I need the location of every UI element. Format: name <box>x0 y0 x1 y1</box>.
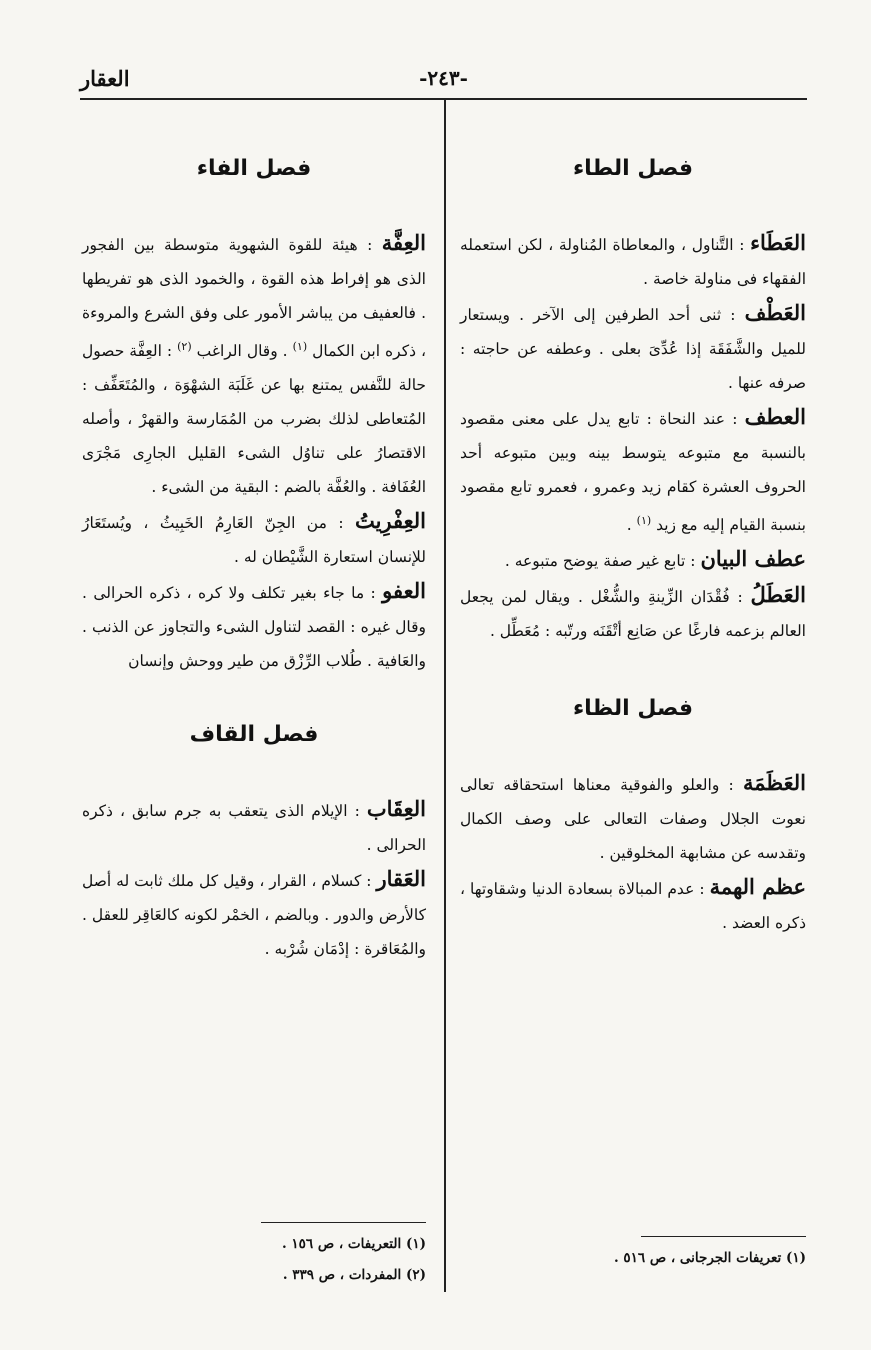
entry <box>82 862 426 966</box>
entry <box>460 400 806 542</box>
footnote-marker: (١) <box>292 340 308 353</box>
left-column <box>82 150 426 966</box>
headword: العفو <box>382 578 426 604</box>
entry-text: : كسلام ، القرار ، وقيل كل ملك ثابت له أصل كالأرض والدور . وبالضم ، الخمْر لكونه كالعَاقِر للعقل . والمُعَاقرة : إدْمَان شُرْبه . <box>82 872 426 959</box>
headword: العِفَّة <box>381 230 426 255</box>
entry-text: : عدم المبالاة بسعادة الدنيا وشقاوتها ، ذكره العضد . <box>460 880 806 933</box>
section-title: فصل الفاء <box>196 156 312 181</box>
entry-text: : ثنى أحد الطرفين إلى الآخر . ويستعار للميل والشَّفَقَة إذا عُدِّىَ بعلى . وعطفه عن حاجته : صرفه عنها . <box>460 306 806 392</box>
entry-text: : الإيلام الذى يتعقب به جرم سابق ، ذكره الحرالى . <box>82 802 426 855</box>
entry-text: : من الجِنّ العَارِمُ الخَبِيثُ ، ويُستَعَارُ للإنسان استعارة الشَّيْطان له . <box>82 514 426 567</box>
footnote: (١) تعريفات الجرجانى ، ص ٥١٦ . <box>613 1250 806 1266</box>
headword: عظم الهمة <box>709 874 806 900</box>
entry <box>460 578 806 648</box>
footnote: (٢) المفردات ، ص ٣٣٩ . <box>282 1267 426 1283</box>
section-title: فصل القاف <box>189 722 319 748</box>
entry <box>82 792 426 862</box>
entry-text: : والعلو والفوقية معناها استحقاقه تعالى نعوت الجلال وصفات التعالى على وصف الكمال وتقدسه عن مشابهة المخلوقين . <box>460 776 806 863</box>
right-column <box>460 150 806 940</box>
footnote-marker: (١) <box>636 514 652 527</box>
headword: العَطَاء <box>750 230 806 255</box>
entry <box>82 504 426 574</box>
column-divider <box>444 100 446 1292</box>
headword: العَقار <box>376 866 426 892</box>
entry-text: : فُقْدَان الزِّينةِ والشُّغْل . ويقال لمن يجعل العالم بزعمه فارغًا عن صَانِع أتْقَنَه ورتّبه : مُعَطِّل . <box>460 588 806 641</box>
headword: عطف البيان <box>700 546 806 572</box>
entry-text: : التَّناول ، والمعاطاة المُناولة ، لكن استعمله الفقهاء فى مناولة خاصة . <box>460 236 806 288</box>
running-head: العقار <box>80 66 130 91</box>
entry-text: : هيئة للقوة الشهوية متوسطة بين الفجور الذى هو إفراط هذه القوة ، والخمود الذى هو تفريطها . فالعفيف من يباشر الأمور على وفق الشرع والمروءة ، ذكره ابن الكمال <box>82 236 426 361</box>
footnote-rule <box>641 1236 806 1237</box>
footnote: (١) التعريفات ، ص ١٥٦ . <box>281 1236 426 1252</box>
section-title: فصل الظاء <box>572 696 694 722</box>
entry <box>460 542 806 578</box>
page-header <box>80 66 807 100</box>
headword: العطف <box>744 404 806 429</box>
footnotes-left <box>250 1222 426 1291</box>
section-title: فصل الطاء <box>572 156 694 181</box>
entry-text: . <box>626 516 637 535</box>
headword: العَظَمَة <box>743 770 806 796</box>
footnote-marker: (٢) <box>177 340 192 353</box>
entry <box>82 226 426 504</box>
headword: العِقَاب <box>366 796 426 822</box>
entry-text: : العِفَّة حصول حالة للنَّفس يمتنع بها عن غَلَبَة الشهْوَة ، والمُتَعَفِّف : المُتعاطى لذلك بضرب من المُمَارسة والقهرْ ، وأصله الاقتصارُ على تناوُل الشىء القليل الجارِى مَجْرَى العُفَافة . والعُفَّة بالضم : البقية من الشىء . <box>82 342 426 497</box>
entry-text: : عند النحاة : تابع يدل على معنى مقصود بالنسبة مع متبوعه يتوسط بينه وبين متبوعه أحد الحروف العشرة كقام زيد وعمرو ، فعمرو تابع مقصود بنسبة القيام إليه مع زيد <box>460 410 806 535</box>
entry <box>82 574 426 678</box>
entry <box>460 226 806 296</box>
headword: العَطْف <box>744 300 806 325</box>
headword: العِفْرِيتُ <box>354 508 426 534</box>
entry-text: : تابع غير صفة يوضح متبوعه . <box>504 552 701 571</box>
footnotes-right <box>560 1236 806 1274</box>
headword: العَطَلُ <box>750 582 806 608</box>
entry <box>460 870 806 940</box>
entry-text: . وقال الراغب <box>196 342 293 361</box>
page-number: -٢٤٣- <box>419 66 468 90</box>
entry <box>460 766 806 870</box>
footnote-rule <box>261 1222 426 1223</box>
entry <box>460 296 806 400</box>
entry-text: : ما جاء بغير تكلف ولا كره ، ذكره الحرالى . وقال غيره : القصد لتناول الشىء والتجاوز عن الذنب . والعَافية . طُلاب الرِّزْق من طير ووحش وإنسان <box>82 584 426 671</box>
